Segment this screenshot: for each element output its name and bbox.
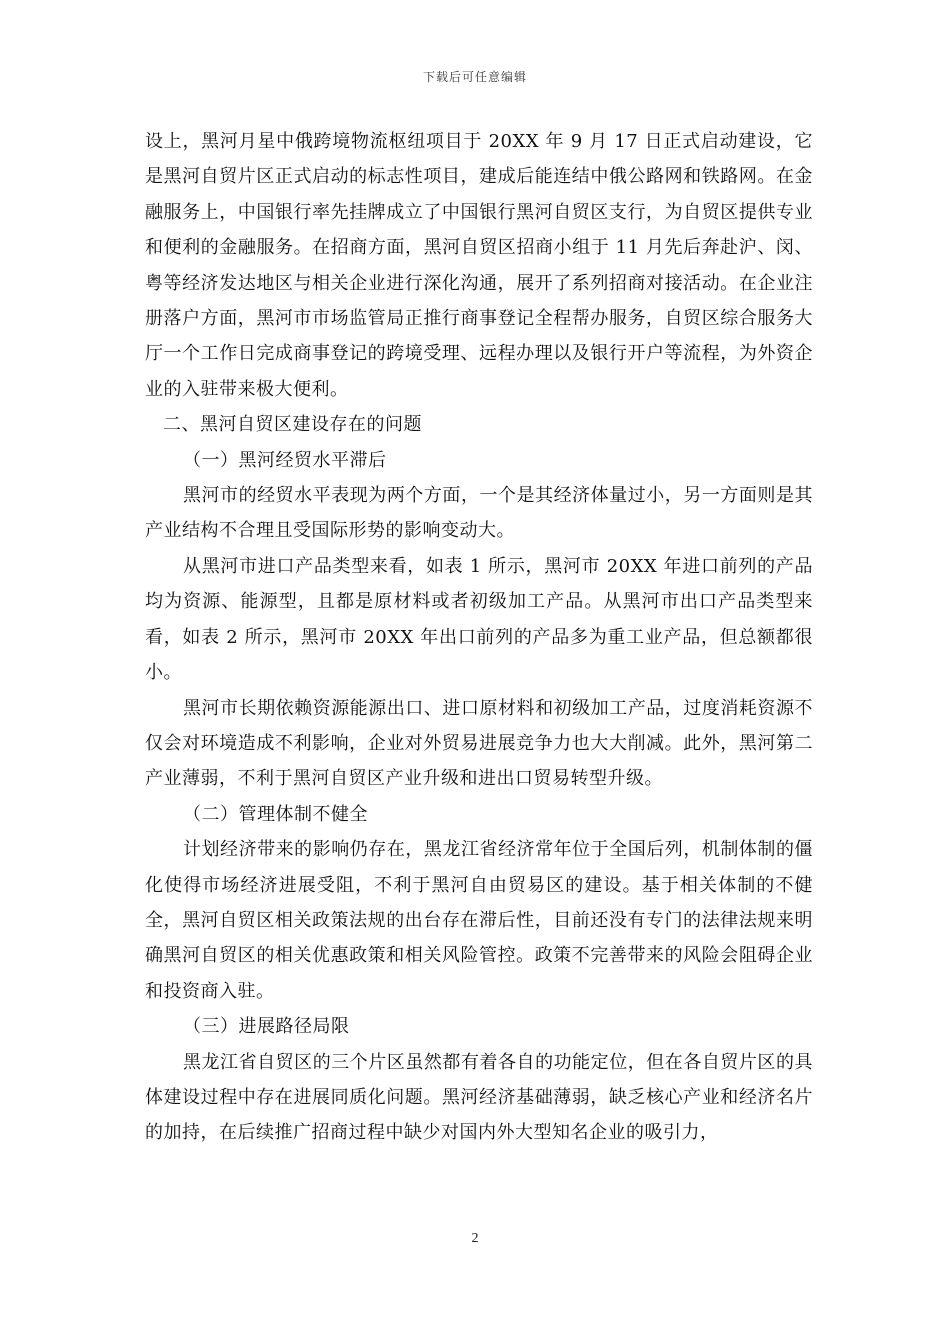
subsection-heading-1: （一）黑河经贸水平滞后	[183, 449, 387, 471]
paragraph: 从黑河市进口产品类型来看，如表 1 所示，黑河市 20XX 年进口前列的产品均为资源、能源型，且都是原材料或者初级加工产品。从黑河市出口产品类型来看，如表 2 所示，黑河市 20XX 年出口前列的产品多为重工业产品，但总额都很小。	[145, 555, 813, 684]
paragraph: 黑河市长期依赖资源能源出口、进口原材料和初级加工产品，过度消耗资源不仅会对环境造成不利影响，企业对外贸易进展竞争力也大大削减。此外，黑河第二产业薄弱，不利于黑河自贸区产业升级和进出口贸易转型升级。	[145, 697, 813, 790]
paragraph: 计划经济带来的影响仍存在，黑龙江省经济常年位于全国后列，机制体制的僵化使得市场经济进展受阻，不利于黑河自由贸易区的建设。基于相关体制的不健全，黑河自贸区相关政策法规的出台存在滞后性，目前还没有专门的法律法规来明确黑河自贸区的相关优惠政策和相关风险管控。政策不完善带来的风险会阻碍企业和投资商入驻。	[145, 839, 813, 1002]
page-header-note: 下载后可任意编辑	[422, 70, 527, 84]
paragraph: 黑河市的经贸水平表现为两个方面，一个是其经济体量过小，另一方面则是其产业结构不合理且受国际形势的影响变动大。	[145, 485, 813, 542]
document-body	[145, 124, 813, 1151]
subsection-heading-2: （二）管理体制不健全	[183, 803, 368, 825]
paragraph: 黑龙江省自贸区的三个片区虽然都有着各自的功能定位，但在各自贸片区的具体建设过程中存在进展同质化问题。黑河经济基础薄弱，缺乏核心产业和经济名片的加持，在后续推广招商过程中缺少对国内外大型知名企业的吸引力，	[145, 1051, 813, 1144]
section-heading: 二、黑河自贸区建设存在的问题	[163, 414, 422, 436]
subsection-heading-3: （三）进展路径局限	[183, 1016, 350, 1038]
paragraph-intro-continuation: 设上，黑河月星中俄跨境物流枢纽项目于 20XX 年 9 月 17 日正式启动建设，它是黑河自贸片区正式启动的标志性项目，建成后能连结中俄公路网和铁路网。在金融服务上，中国银行率先挂牌成立了中国银行黑河自贸区支行，为自贸区提供专业和便利的金融服务。在招商方面，黑河自贸区招商小组于 11 月先后奔赴沪、闵、粤等经济发达地区与相关企业进行深化沟通，展开了系列招商对接活动。在企业注册落户方面，黑河市市场监管局正推行商事登记全程帮办服务，自贸区综合服务大厅一个工作日完成商事登记的跨境受理、远程办理以及银行开户等流程，为外资企业的入驻带来极大便利。	[145, 131, 813, 400]
page-number: 2	[471, 1231, 479, 1246]
